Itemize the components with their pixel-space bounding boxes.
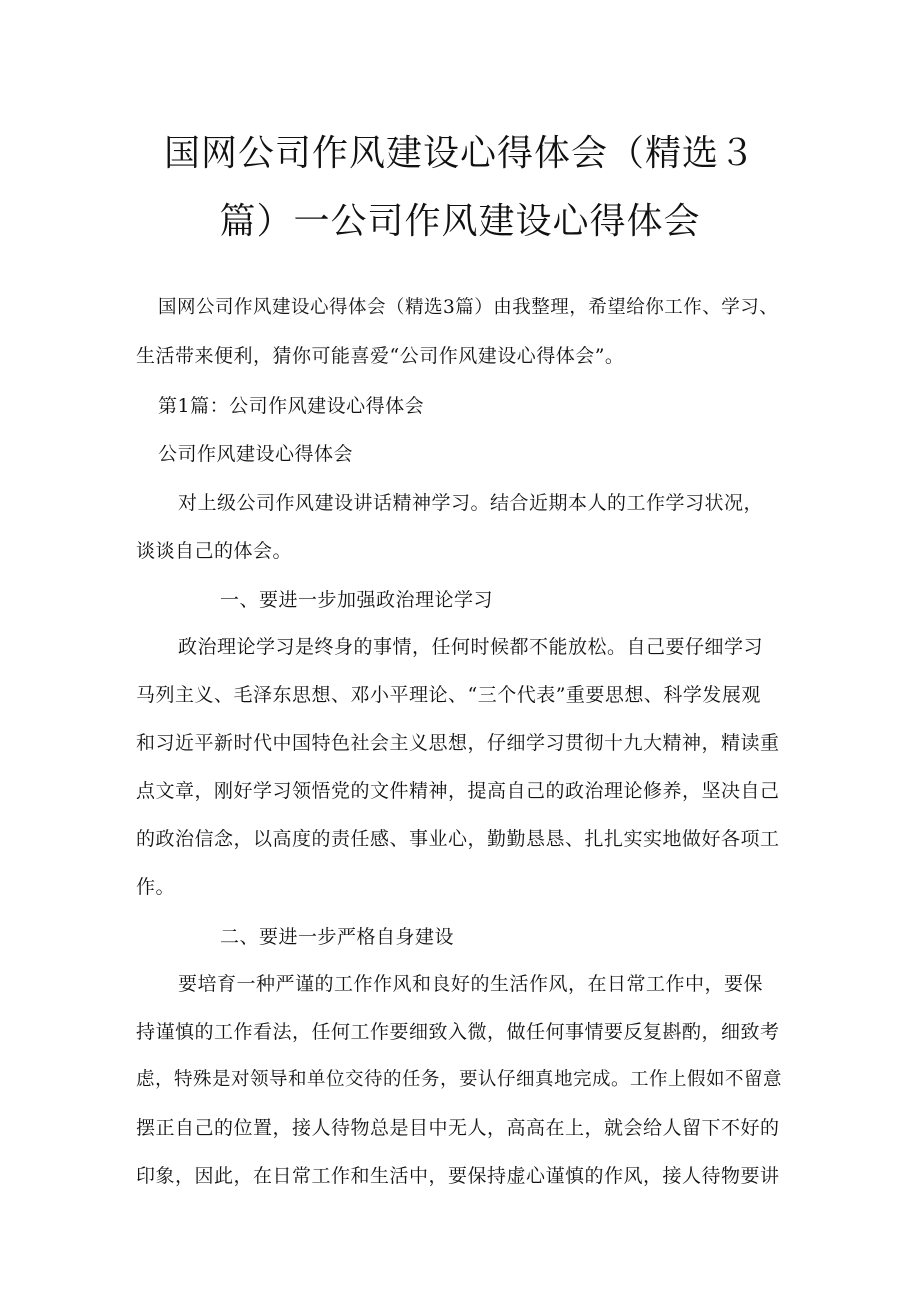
intro-text-line-2: 生活带来便利，猜你可能喜爱“公司作风建设心得体会”。 bbox=[136, 345, 625, 367]
section-2-line-3: 虑，特殊是对领导和单位交待的任务，要认仔细真地完成。工作上假如不留意 bbox=[136, 1069, 783, 1090]
section-1-heading: 一、要进一步加强政治理论学习 bbox=[220, 589, 494, 611]
paragraph-1-line-1: 对上级公司作风建设讲话精神学习。结合近期本人的工作学习状况， bbox=[178, 492, 764, 514]
section-1-line-1: 政治理论学习是终身的事情，任何时候都不能放松。自己要仔细学习 bbox=[178, 636, 764, 658]
section-2-line-5: 印象，因此，在日常工作和生活中，要保持虚心谨慎的作风，接人待物要讲 bbox=[136, 1165, 780, 1187]
section-2-line-4: 摆正自己的位置，接人待物总是目中无人，高高在上，就会给人留下不好的 bbox=[136, 1117, 780, 1139]
section-2-line-1: 要培育一种严谨的工作作风和良好的生活作风，在日常工作中，要保 bbox=[178, 973, 764, 995]
section-1-line-6: 作。 bbox=[136, 876, 176, 898]
section-1-line-3: 和习近平新时代中国特色社会主义思想，仔细学习贯彻十九大精神，精读重 bbox=[136, 732, 780, 754]
section-1-line-5: 的政治信念，以高度的责任感、事业心，勤勤恳恳、扎扎实实地做好各项工 bbox=[136, 828, 780, 850]
section-2-heading: 二、要进一步严格自身建设 bbox=[220, 926, 455, 948]
section-2-line-2: 持谨慎的工作看法，任何工作要细致入微，做任何事情要反复斟酌，细致考 bbox=[136, 1021, 780, 1043]
intro-text-line-1: 国网公司作风建设心得体会（精选3篇）由我整理，希望给你工作、学习、 bbox=[158, 297, 779, 318]
document-title-line-2: 篇）一公司作风建设心得体会 bbox=[219, 201, 701, 242]
section-1-line-4: 点文章，刚好学习领悟党的文件精神，提高自己的政治理论修养，坚决自己 bbox=[136, 780, 780, 802]
document-title-line-1: 国网公司作风建设心得体会（精选３ bbox=[163, 133, 756, 174]
section-1-line-2: 马列主义、毛泽东思想、邓小平理论、“三个代表”重要思想、科学发展观 bbox=[136, 684, 761, 706]
part-1-heading: 第1篇：公司作风建设心得体会 bbox=[158, 395, 425, 417]
paragraph-1-line-2: 谈谈自己的体会。 bbox=[136, 540, 293, 562]
part-1-subtitle: 公司作风建设心得体会 bbox=[158, 443, 354, 465]
